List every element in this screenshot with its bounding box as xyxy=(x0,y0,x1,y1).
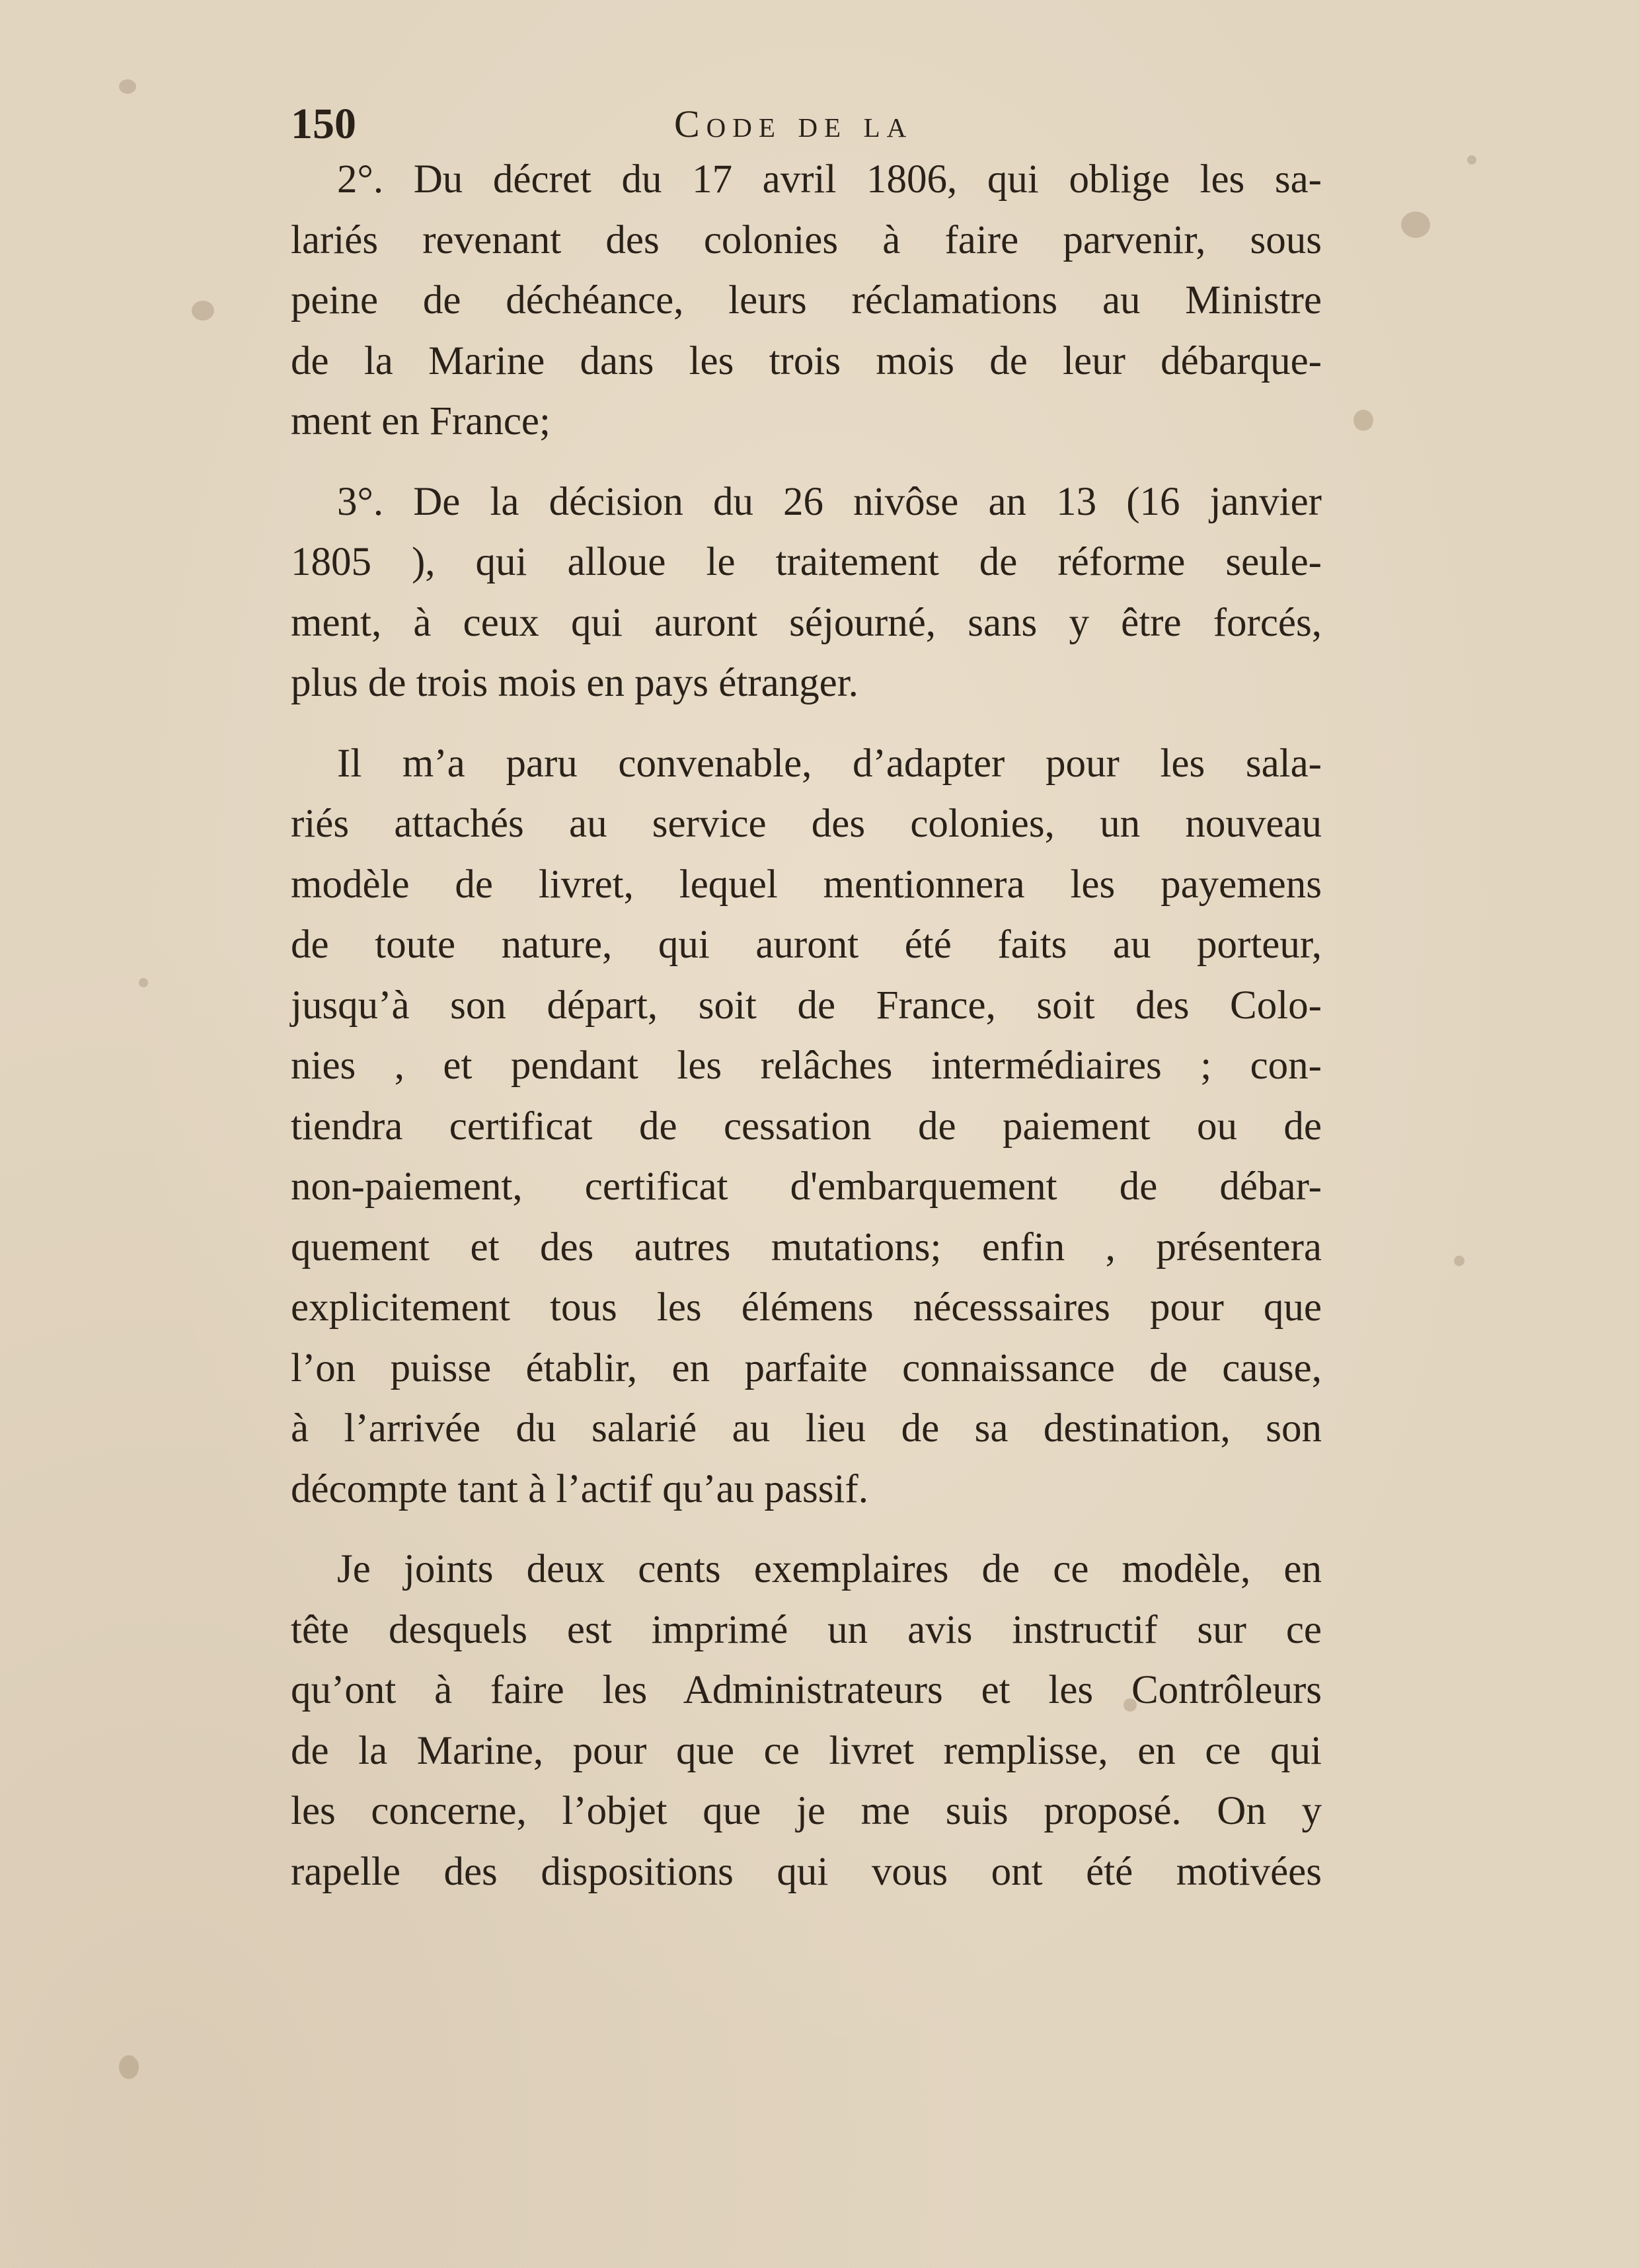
page-header xyxy=(291,98,1322,151)
text-line: rapelle des dispositions qui vous ont été motivées xyxy=(291,1849,1322,1894)
foxing-spot xyxy=(192,301,214,321)
text-line: Il m’a paru convenable, d’adapter pour les sala- xyxy=(337,741,1322,786)
text-line: lariés revenant des colonies à faire parvenir, sous xyxy=(291,217,1322,262)
text-line: riés attachés au service des colonies, un nouveau xyxy=(291,802,1322,846)
text-line: 3°. De la décision du 26 nivôse an 13 (16 janvier xyxy=(337,479,1322,524)
text-line: explicitement tous les élémens nécesssaires pour que xyxy=(291,1285,1322,1330)
text-line: de la Marine, pour que ce livret remplisse, en ce qui xyxy=(291,1728,1322,1773)
paragraph-decision-nivose xyxy=(291,472,1322,714)
text-line: ment en France; xyxy=(291,399,551,443)
foxing-spot xyxy=(119,79,136,94)
text-line: 2°. Du décret du 17 avril 1806, qui oblige les sa- xyxy=(337,157,1322,202)
text-line: tiendra certificat de cessation de paiement ou de xyxy=(291,1104,1322,1149)
text-line: les concerne, l’objet que je me suis proposé. On y xyxy=(291,1789,1322,1833)
running-head: Code de la xyxy=(674,102,913,145)
paragraph-exemplaires xyxy=(291,1539,1322,1902)
body-text xyxy=(291,149,1322,1902)
text-line: qu’ont à faire les Administrateurs et les Contrôleurs xyxy=(291,1668,1322,1712)
text-line: à l’arrivée du salarié au lieu de sa destination, son xyxy=(291,1406,1322,1451)
foxing-spot xyxy=(139,978,148,987)
foxing-spot xyxy=(1467,155,1476,165)
text-line: quement et des autres mutations; enfin , présentera xyxy=(291,1225,1322,1269)
text-line: nies , et pendant les relâches intermédiaires ; con- xyxy=(291,1043,1322,1088)
page-number: 150 xyxy=(291,100,356,148)
foxing-spot xyxy=(119,2055,139,2079)
text-line: non-paiement, certificat d'embarquement de débar- xyxy=(291,1164,1322,1209)
text-line: 1805 ), qui alloue le traitement de réforme seule- xyxy=(291,540,1322,584)
text-line: ment, à ceux qui auront séjourné, sans y être forcés, xyxy=(291,600,1322,645)
foxing-spot xyxy=(1454,1256,1465,1266)
foxing-spot xyxy=(1401,211,1430,238)
text-line: peine de déchéance, leurs réclamations au Ministre xyxy=(291,278,1322,322)
text-line: tête desquels est imprimé un avis instructif sur ce xyxy=(291,1607,1322,1652)
paragraph-decree-1806 xyxy=(291,149,1322,452)
paragraph-livret-model xyxy=(291,734,1322,1520)
text-line: jusqu’à son départ, soit de France, soit des Colo- xyxy=(291,983,1322,1028)
text-line: modèle de livret, lequel mentionnera les payemens xyxy=(291,862,1322,907)
text-line: plus de trois mois en pays étranger. xyxy=(291,661,858,705)
text-line: Je joints deux cents exemplaires de ce modèle, en xyxy=(337,1547,1322,1591)
text-line: de toute nature, qui auront été faits au porteur, xyxy=(291,923,1322,967)
text-line: de la Marine dans les trois mois de leur débarque- xyxy=(291,338,1322,383)
text-line: l’on puisse établir, en parfaite connaissance de cause, xyxy=(291,1345,1322,1390)
text-line: décompte tant à l’actif qu’au passif. xyxy=(291,1466,868,1511)
foxing-spot xyxy=(1353,410,1373,431)
